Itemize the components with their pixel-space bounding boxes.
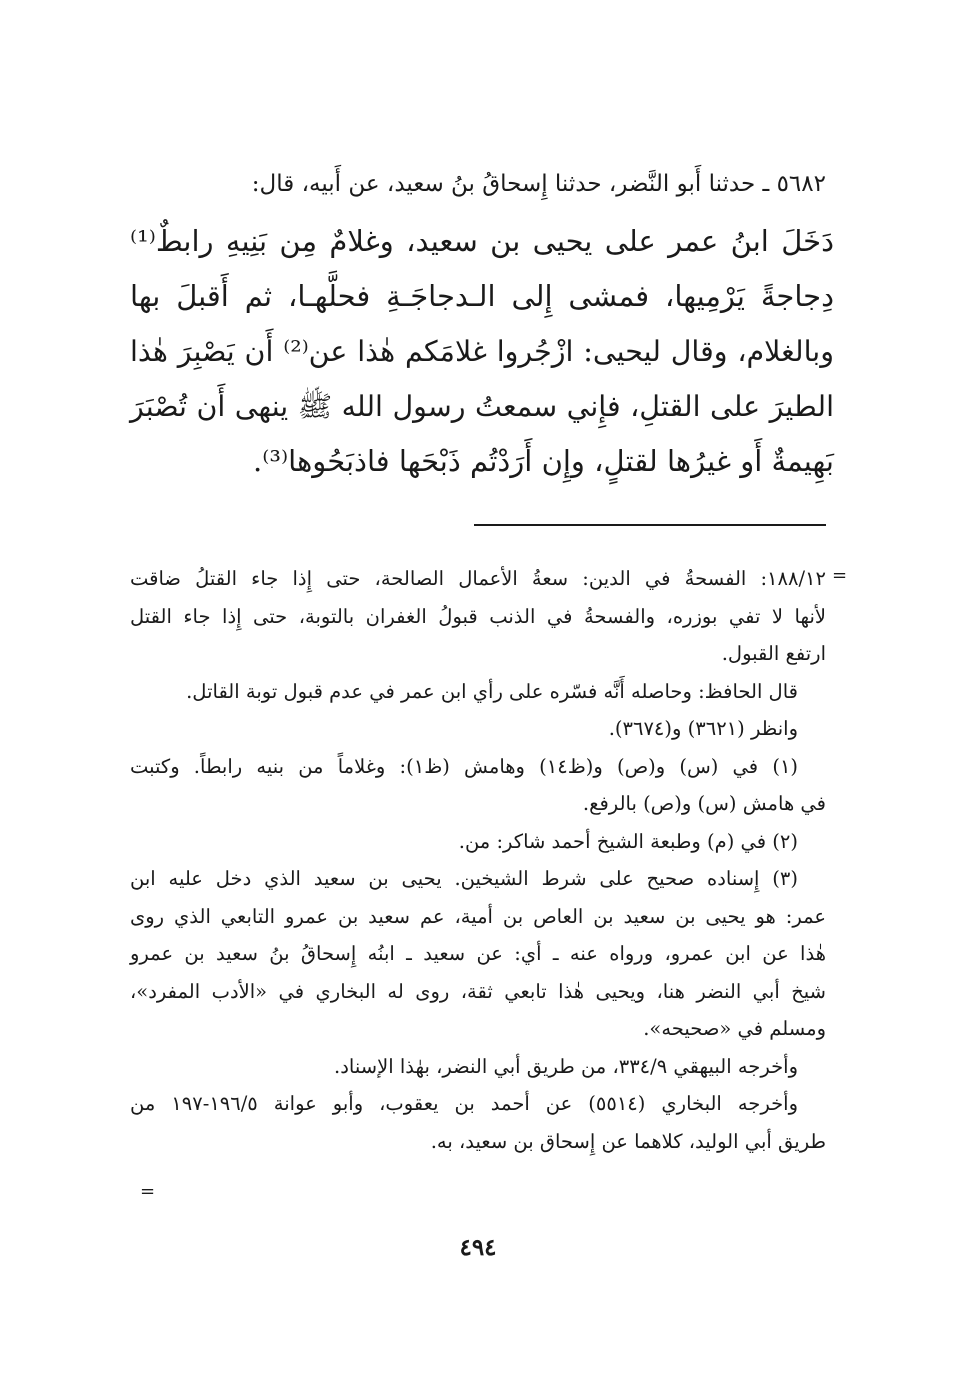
- footnotes: [130, 560, 826, 1160]
- footnote-line: وأخرجه البيهقي ٣٣٤/٩، من طريق أبي النضر، بهٰذا الإسناد.: [334, 1054, 798, 1078]
- hadith-line: وبالغلام، وقال ليحيى: ازْجُروا غلامَكم هٰذا عن⁽²⁾ أَن يَصْبِرَ هٰذا: [130, 335, 834, 368]
- footnote-line: طريق أبي الوليد، كلاهما عن إِسحاق بن سعيد، به.: [430, 1129, 826, 1153]
- footnote-line: وأخرجه البخاري (٥٥١٤) عن أحمد بن يعقوب، وأبو عوانة ١٩٦/٥-١٩٧ من: [130, 1092, 798, 1115]
- footnote-line: عمر: هو يحيى بن سعيد بن العاص بن أمية، عم سعيد بن عمرو التابعي الذي روى: [130, 904, 826, 928]
- footnote-separator: [474, 524, 826, 526]
- footnote-line: ومسلم في «صحيحه».: [643, 1017, 826, 1040]
- footnote-line: في هامش (س) و(ص) بالرفع.: [582, 792, 826, 815]
- footnote-line: شيخ أبي النضر هنا، ويحيى هٰذا تابعي ثقة، روى له البخاري في «الأدب المفرد»،: [130, 979, 826, 1003]
- footnote-line: هٰذا عن ابن عمرو، ورواه عنه ـ أي: عن سعيد ـ ابنُه إِسحاقُ بنُ سعيد بن عمرو: [130, 942, 826, 965]
- footnote-line: ١٨٨/١٢: الفسحةُ في الدين: سعةُ الأعمال الصالحة، حتى إِذا جاء القتلُ ضاقت: [130, 567, 826, 590]
- hadith-line: دِجاجةً يَرْمِيها، فمشى إِلى الـدجاجَـةِ فحلَّهـا، ثم أَقبلَ بها: [130, 279, 834, 313]
- continuation-mark-bottom: =: [140, 1181, 156, 1202]
- page-number: ٤٩٤: [459, 1234, 497, 1261]
- footnote-line: (٣) إِسناده صحيح على شرط الشيخين. يحيى بن سعيد الذي دخل عليه ابن: [130, 867, 798, 890]
- footnote-line: قال الحافظ: وحاصله أَنَّه فسّره على رأي ابن عمر في عدم قبول توبة القاتل.: [186, 679, 798, 703]
- hadith-heading: ٥٦٨٢ ـ حدثنا أَبو النَّضر، حدثنا إِسحاقُ بنُ سعيد، عن أَبيه، قال:: [251, 171, 826, 197]
- footnote-line: ارتفع القبول.: [721, 642, 826, 665]
- hadith-line: بَهِيمةٌ أَو غيرُها لقتلٍ، وإِن أَرَدْتُم ذَبْحَها فاذبَحُوها⁽³⁾.: [253, 444, 834, 478]
- footnote-line: (٢) في (م) وطبعة الشيخ أحمد شاكر: من.: [458, 829, 798, 853]
- footnote-line: وانظر (٣٦٢١) و(٣٦٧٤).: [608, 717, 798, 740]
- footnote-line: لأنها لا تفي بوزره، والفسحةُ في الذنب قبولُ الغفران بالتوبة، حتى إِذا جاء القتل: [130, 604, 826, 628]
- hadith-line: دَخَلَ ابنُ عمر على يحيى بن سعيد، وغلامٌ مِن بَنِيهِ رابطٌ⁽¹⁾: [130, 224, 834, 258]
- hadith-line: الطيرَ على القتلِ، فإِني سمعتُ رسول الله ﷺ ينهى أَن تُصْبَرَ: [130, 390, 834, 423]
- footnote-line: (١) في (س) و(ص) و(ظ١٤) وهامش (ظ١): وغلاماً من بنيه رابطاً. وكتبت: [130, 754, 799, 778]
- continuation-mark-top: =: [832, 565, 848, 586]
- hadith-text: [130, 214, 834, 489]
